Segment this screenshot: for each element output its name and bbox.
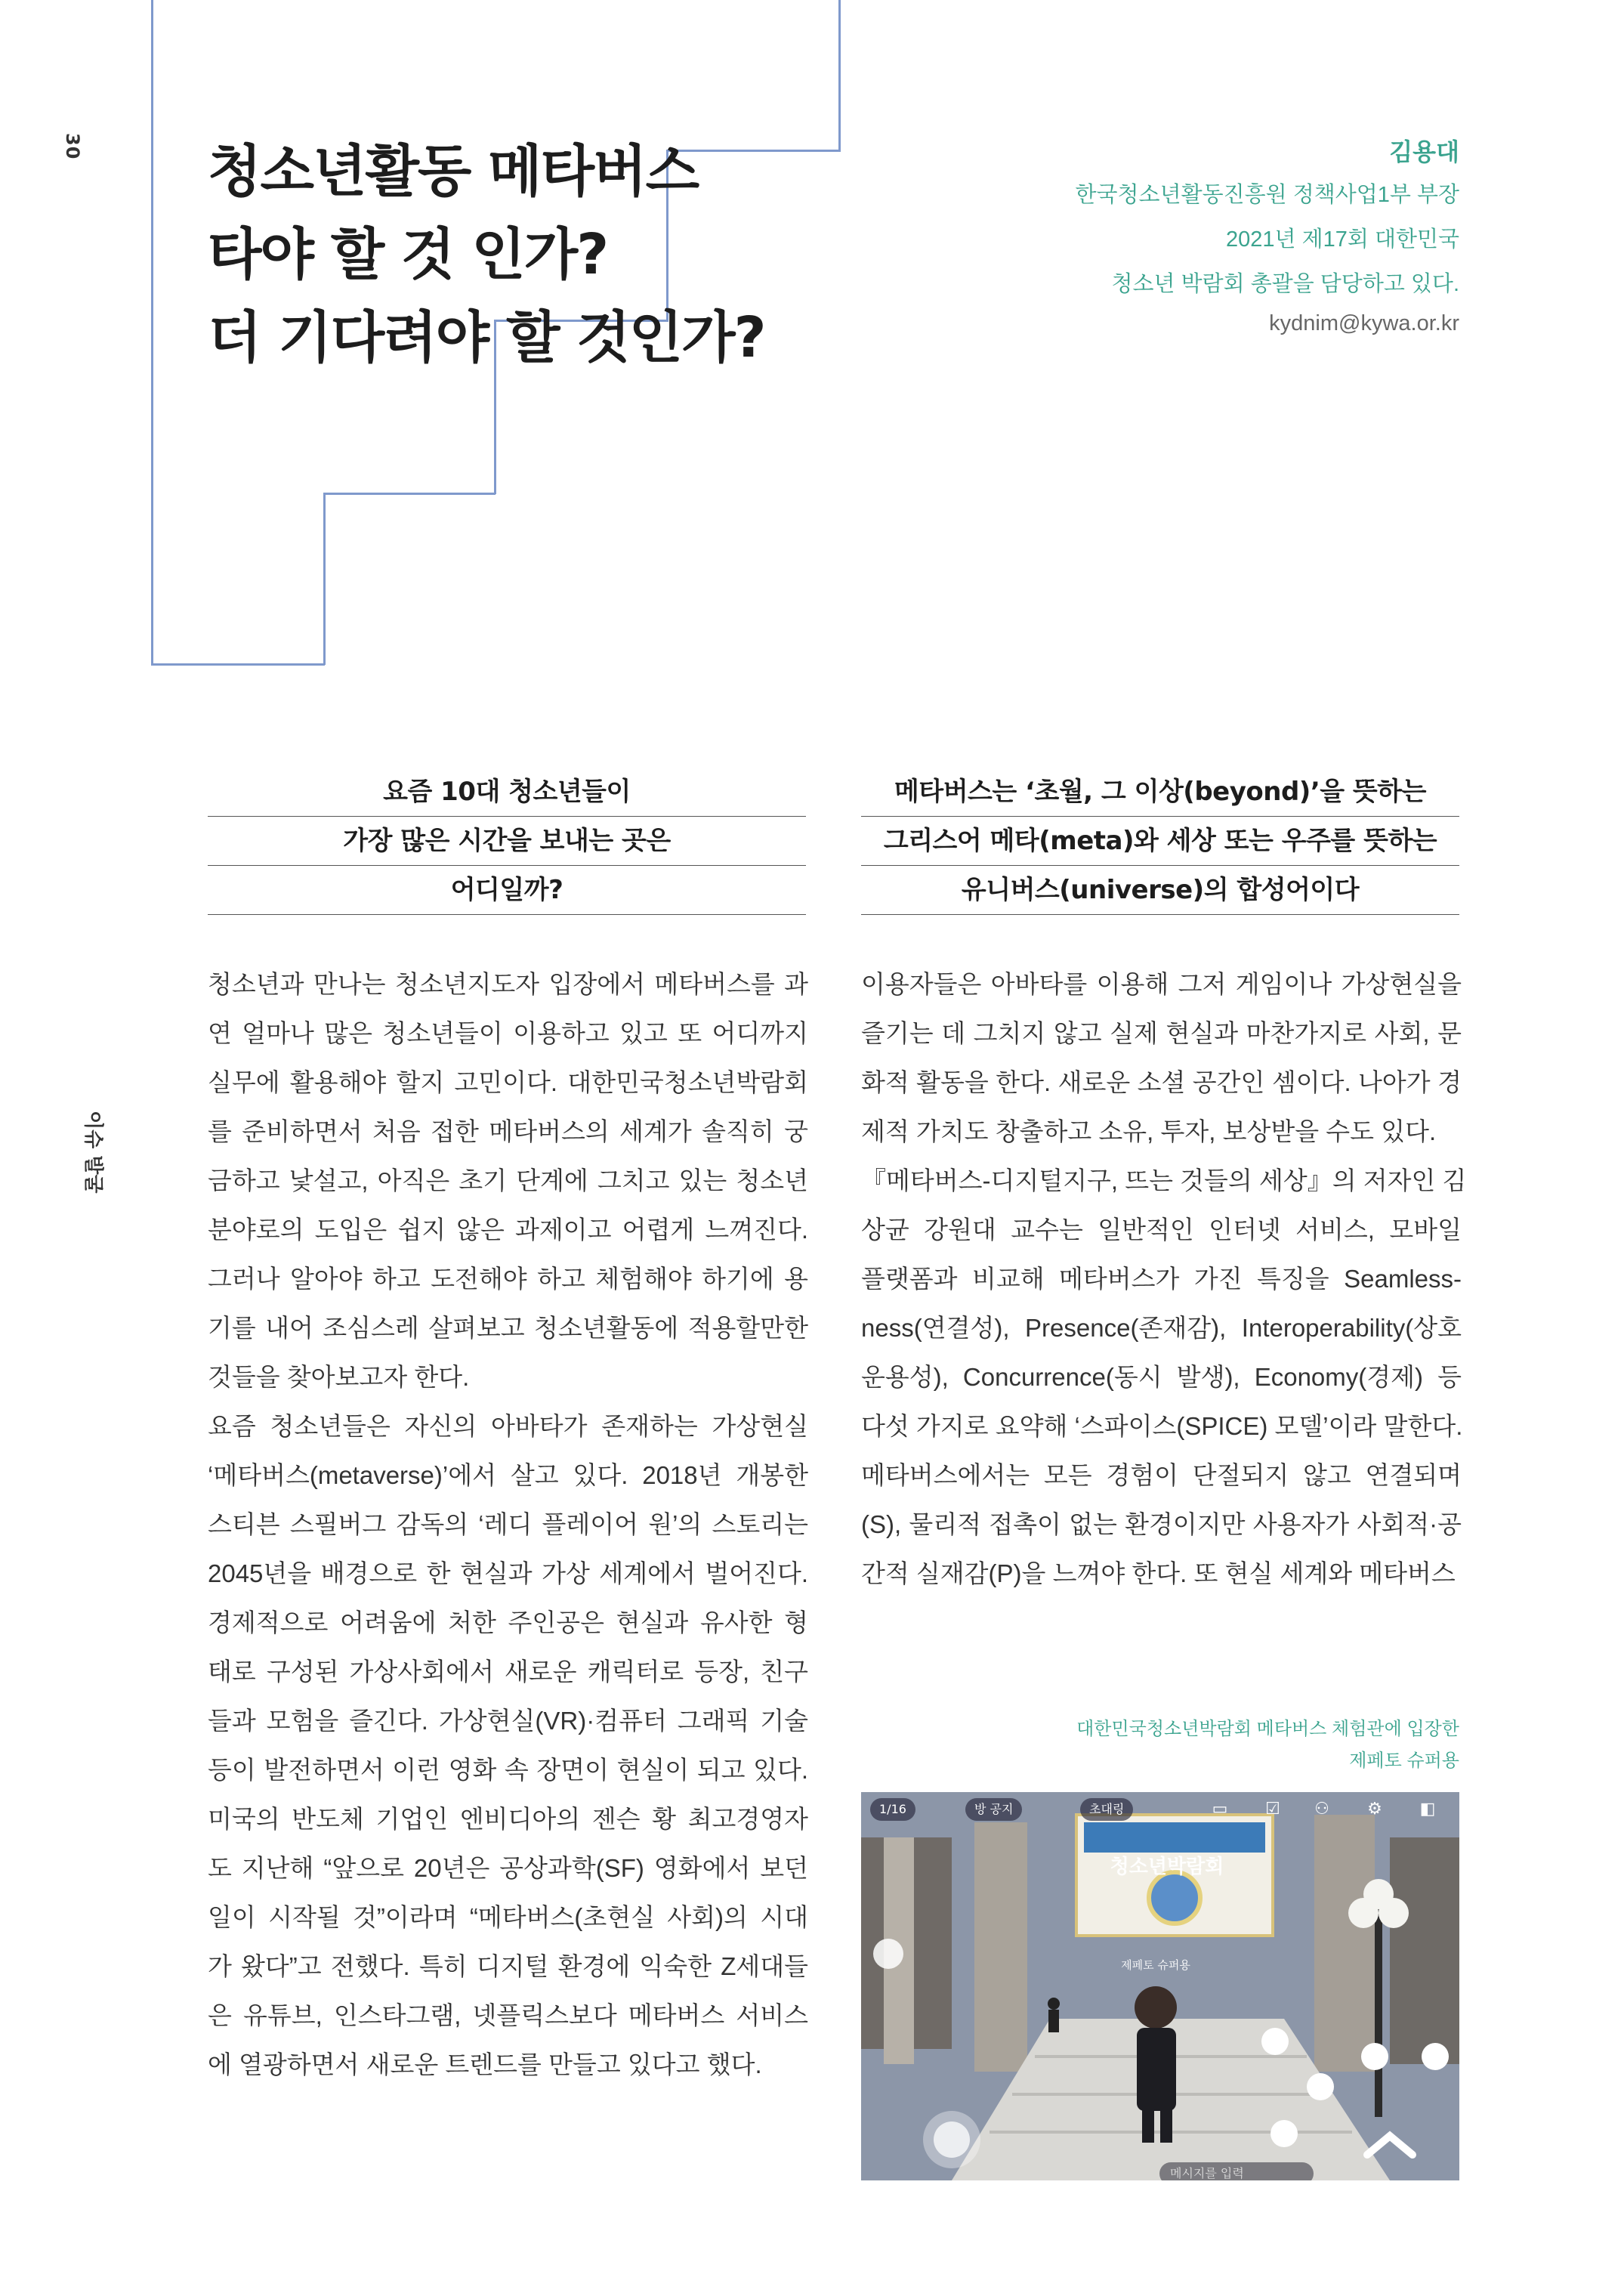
author-email: kydnim@kywa.or.kr xyxy=(1269,311,1459,335)
message-input: 메시지를 입력 xyxy=(1159,2162,1314,2180)
page-number: 30 xyxy=(62,133,83,160)
body-line: ness(연결성), Presence(존재감), Interoperability(상호 xyxy=(861,1314,1462,1342)
subhead-line: 메타버스는 ‘초월, 그 이상(beyond)’을 뜻하는 xyxy=(861,768,1459,817)
body-line: 제적 가치도 창출하고 소유, 투자, 보상받을 수도 있다. xyxy=(861,1117,1437,1145)
body-line: 등이 발전하면서 이런 영화 속 장면이 현실이 되고 있다. xyxy=(208,1756,808,1784)
avatar-nametag: 제페토 슈퍼용 xyxy=(1121,1958,1190,1972)
body-line: 태로 구성된 가상사회에서 새로운 캐릭터로 등장, 친구 xyxy=(208,1658,808,1686)
left-body-text xyxy=(208,960,808,2089)
body-line: 일이 시작될 것”이라며 “메타버스(초현실 사회)의 시대 xyxy=(208,1903,808,1931)
right-subhead xyxy=(861,768,1459,915)
left-subhead xyxy=(208,768,806,915)
people-icon: ⚇ xyxy=(1314,1800,1329,1819)
body-line: 를 준비하면서 처음 접한 메타버스의 세계가 솔직히 궁 xyxy=(208,1117,808,1145)
body-line: 화적 활동을 한다. 새로운 소셜 공간인 셈이다. 나아가 경 xyxy=(861,1068,1462,1096)
author-bio-line: 2021년 제17회 대한민국 xyxy=(1226,227,1459,252)
subhead-line: 요즘 10대 청소년들이 xyxy=(208,768,806,817)
body-line: 스티븐 스필버그 감독의 ‘레디 플레이어 원’의 스토리는 xyxy=(208,1510,808,1538)
body-line: ‘메타버스(metaverse)’에서 살고 있다. 2018년 개봉한 xyxy=(208,1461,808,1489)
body-line: 이용자들은 아바타를 이용해 그저 게임이나 가상현실을 xyxy=(861,970,1462,998)
title-line: 청소년활동 메타버스 xyxy=(208,139,699,204)
body-line: 가 왔다”고 전했다. 특히 디지털 환경에 익숙한 Z세대들 xyxy=(208,1952,808,1980)
author-name: 김용대 xyxy=(1389,138,1459,165)
subhead-line: 가장 많은 시간을 보내는 곳은 xyxy=(208,817,806,866)
subhead-line: 어디일까? xyxy=(208,866,806,915)
exit-icon: ◧ xyxy=(1419,1800,1436,1819)
photo-caption xyxy=(1076,1714,1459,1777)
caption-line: 제페토 슈퍼용 xyxy=(1349,1751,1459,1771)
body-line: 청소년과 만나는 청소년지도자 입장에서 메타버스를 과 xyxy=(208,970,808,998)
section-label: 이슈 발굴 xyxy=(82,1111,104,1194)
subhead-line: 그리스어 메타(meta)와 세상 또는 우주를 뜻하는 xyxy=(861,817,1459,866)
caption-line: 대한민국청소년박람회 메타버스 체험관에 입장한 xyxy=(1076,1719,1459,1739)
metaverse-screenshot xyxy=(861,1792,1459,2180)
body-line: 메타버스에서는 모든 경험이 단절되지 않고 연결되며 xyxy=(861,1461,1462,1489)
body-line: (S), 물리적 접촉이 없는 환경이지만 사용자가 사회적·공 xyxy=(861,1510,1462,1538)
body-line: 기를 내어 조심스레 살펴보고 청소년활동에 적용할만한 xyxy=(208,1314,808,1342)
frame-line xyxy=(151,0,153,665)
body-line: 즐기는 데 그치지 않고 실제 현실과 마찬가지로 사회, 문 xyxy=(861,1019,1462,1047)
frame-line xyxy=(323,493,496,495)
body-line: 금하고 낯설고, 아직은 초기 단계에 그치고 있는 청소년 xyxy=(208,1167,808,1194)
user-count: 1/16 xyxy=(870,1798,915,1821)
body-line: 플랫폼과 비교해 메타버스가 가진 특징을 Seamless- xyxy=(861,1265,1462,1293)
body-line: 2045년을 배경으로 한 현실과 가상 세계에서 벌어진다. xyxy=(208,1559,808,1587)
checklist-icon: ☑ xyxy=(1265,1800,1280,1819)
body-line: 분야로의 도입은 쉽지 않은 과제이고 어렵게 느껴진다. xyxy=(208,1216,808,1244)
frame-line xyxy=(151,663,325,666)
right-body-text xyxy=(861,960,1467,1598)
body-line: 들과 모험을 즐긴다. 가상현실(VR)·컴퓨터 그래픽 기술 xyxy=(208,1707,808,1735)
body-line: 연 얼마나 많은 청소년들이 이용하고 있고 또 어디까지 xyxy=(208,1019,808,1047)
body-line: 경제적으로 어려움에 처한 주인공은 현실과 유사한 형 xyxy=(208,1608,808,1636)
author-bio-line: 한국청소년활동진흥원 정책사업1부 부장 xyxy=(1075,183,1459,207)
body-line: 운용성), Concurrence(동시 발생), Economy(경제) 등 xyxy=(861,1363,1462,1391)
body-line: 간적 실재감(P)을 느껴야 한다. 또 현실 세계와 메타버스 xyxy=(861,1559,1456,1587)
subhead-line: 유니버스(universe)의 합성어이다 xyxy=(861,866,1459,915)
body-line: 그러나 알아야 하고 도전해야 하고 체험해야 하기에 용 xyxy=(208,1265,808,1293)
body-line: 요즘 청소년들은 자신의 아바타가 존재하는 가상현실 xyxy=(208,1412,808,1440)
banner-text: 청소년박람회 xyxy=(1110,1856,1224,1878)
frame-line xyxy=(838,0,841,152)
title-line: 더 기다려야 할 것인가? xyxy=(208,305,765,370)
notice-button: 방 공지 xyxy=(965,1798,1022,1821)
frame-line xyxy=(323,493,326,665)
body-line: 도 지난해 “앞으로 20년은 공상과학(SF) 영화에서 보던 xyxy=(208,1854,808,1882)
body-line: 것들을 찾아보고자 한다. xyxy=(208,1363,470,1391)
body-line: 에 열광하면서 새로운 트렌드를 만들고 있다고 했다. xyxy=(208,2050,762,2078)
title-line: 타야 할 것 인가? xyxy=(208,222,608,287)
body-line: 미국의 반도체 기업인 엔비디아의 젠슨 황 최고경영자 xyxy=(208,1805,808,1833)
body-line: 다섯 가지로 요약해 ‘스파이스(SPICE) 모델’이라 말한다. xyxy=(861,1412,1463,1440)
store-icon: ▭ xyxy=(1212,1800,1228,1819)
body-line: 『메타버스-디지털지구, 뜨는 것들의 세상』의 저자인 김 xyxy=(861,1167,1467,1194)
gear-icon: ⚙ xyxy=(1367,1800,1382,1819)
body-line: 실무에 활용해야 할지 고민이다. 대한민국청소년박람회 xyxy=(208,1068,808,1096)
invite-button: 초대링 xyxy=(1080,1798,1133,1821)
body-line: 상균 강원대 교수는 일반적인 인터넷 서비스, 모바일 xyxy=(861,1216,1462,1244)
author-bio-line: 청소년 박람회 총괄을 담당하고 있다. xyxy=(1111,272,1459,296)
body-line: 은 유튜브, 인스타그램, 넷플릭스보다 메타버스 서비스 xyxy=(208,2001,808,2029)
